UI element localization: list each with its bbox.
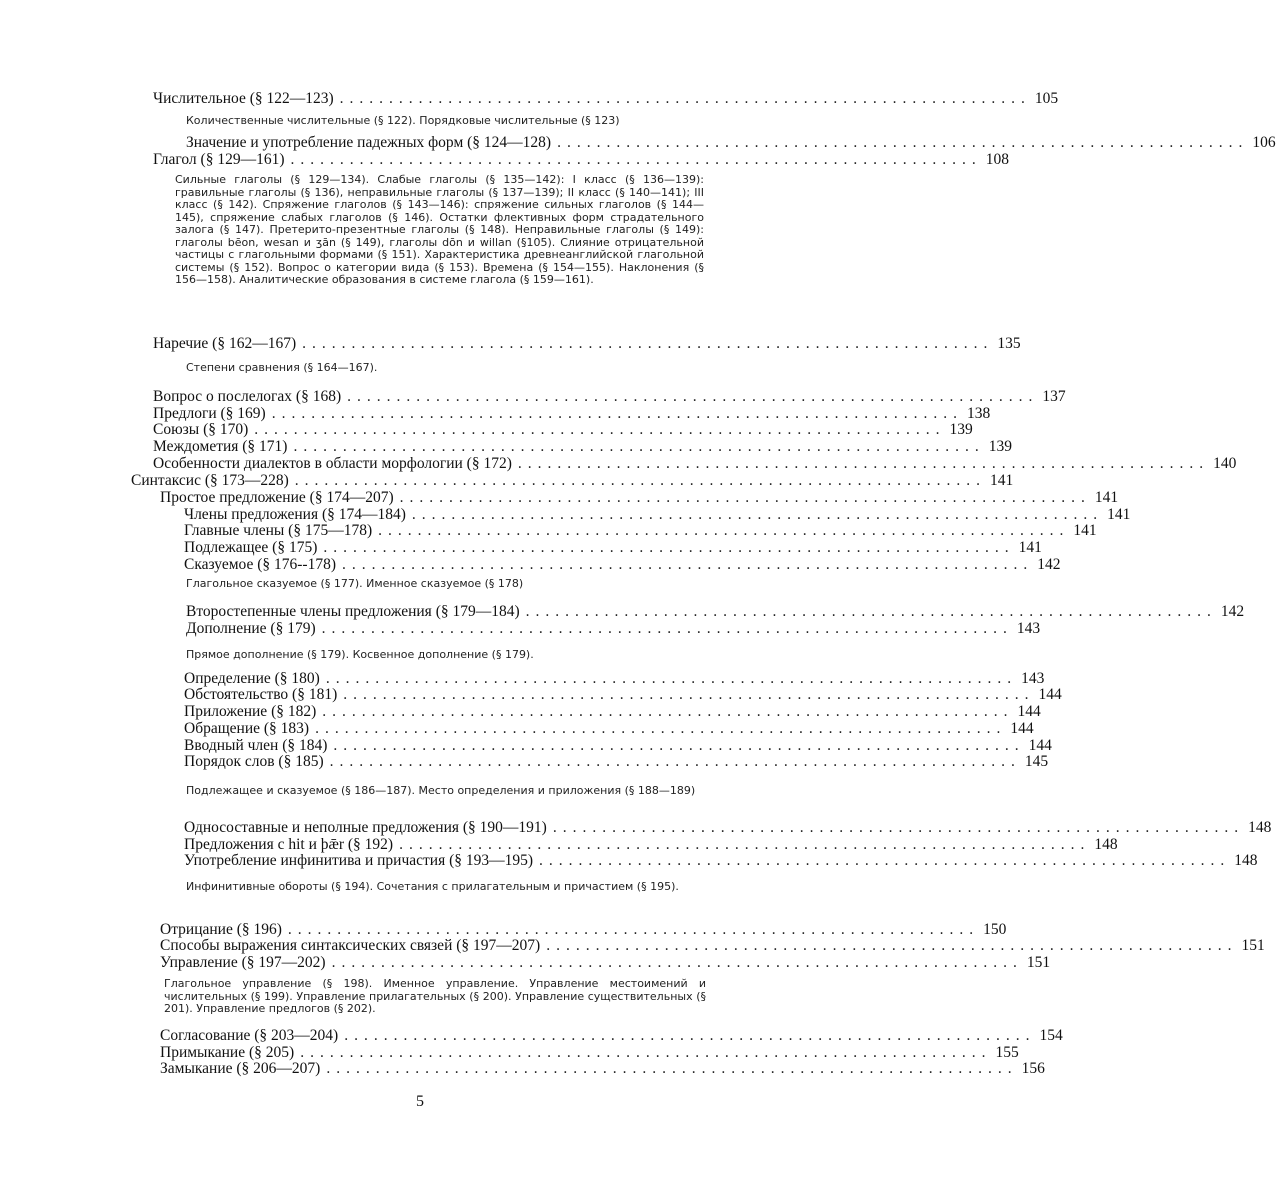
toc-note: Количественные числительные (§ 122). Порядковые числительные (§ 123) bbox=[186, 114, 620, 127]
entry-page: 141 bbox=[1107, 506, 1131, 523]
entry-page: 144 bbox=[1038, 686, 1062, 703]
leader-dots: ...................................................................... bbox=[287, 921, 980, 938]
toc-note: Глагольное сказуемое (§ 177). Именное сказуемое (§ 178) bbox=[186, 577, 524, 590]
toc-entry bbox=[186, 620, 1041, 637]
toc-entry bbox=[186, 603, 1245, 620]
leader-dots: ...................................................................... bbox=[539, 852, 1231, 869]
entry-title: Примыкание (§ 205) bbox=[160, 1044, 295, 1061]
toc-entry bbox=[184, 737, 1052, 754]
toc-entry bbox=[184, 852, 1258, 869]
toc-entry bbox=[184, 819, 1272, 836]
entry-page: 148 bbox=[1234, 852, 1258, 869]
entry-title: Подлежащее (§ 175) bbox=[184, 539, 318, 556]
entry-page: 139 bbox=[949, 421, 973, 438]
entry-title: Числительное (§ 122—123) bbox=[153, 90, 334, 107]
entry-title: Значение и употребление падежных форм (§ 124—128) bbox=[186, 134, 552, 151]
entry-title: Наречие (§ 162—167) bbox=[153, 335, 297, 352]
toc-note: Глагольное управление (§ 198). Именное управление. Управление местоимений и числительных (§ 199). Управление прилагательных (§ 200). Управление существительных (§ 201). Управление предлогов (§ 202). bbox=[164, 977, 706, 1015]
toc-entry bbox=[153, 388, 1066, 405]
entry-page: 141 bbox=[990, 472, 1014, 489]
leader-dots: ...................................................................... bbox=[300, 1044, 992, 1061]
entry-page: 155 bbox=[995, 1044, 1019, 1061]
leader-dots: ...................................................................... bbox=[325, 670, 1018, 687]
entry-title: Вопрос о послелогах (§ 168) bbox=[153, 388, 342, 405]
leader-dots: ...................................................................... bbox=[378, 522, 1070, 539]
entry-page: 142 bbox=[1037, 556, 1061, 573]
toc-note: Сильные глаголы (§ 129—134). Слабые глаголы (§ 135—142): I класс (§ 136—139): гравильные глаголы (§ 136), неправильные глаголы (§ 137—139); II класс (§ 140—141); III класс (§ 142). Спряжение глаголов (§ 143—146): спряжение сильных глаголов (§ 144—145), спряжение слабых глаголов (§ 146). Остатки флективных форм страдательного залога (§ 147). Претерито-презентные глаголы (§ 148). Неправильные глаголы (§ 149): глаголы bēon, wesan и ʒān (§ 149), глаголы dōn и willan (§105). Слияние отрицательной частицы с глагольными формами (§ 151). Характеристика древнеанглийской глагольной системы (§ 152). Вопрос о категории вида (§ 153). Времена (§ 154—155). Наклонения (§ 156—158). Аналитические образования в системе глагола (§ 159—161). bbox=[175, 173, 704, 286]
entry-title: Междометия (§ 171) bbox=[153, 438, 288, 455]
leader-dots: ...................................................................... bbox=[315, 720, 1007, 737]
entry-page: 141 bbox=[1018, 539, 1042, 556]
leader-dots: ...................................................................... bbox=[293, 438, 985, 455]
entry-page: 144 bbox=[1028, 737, 1052, 754]
toc-entry bbox=[184, 506, 1131, 523]
entry-page: 143 bbox=[1016, 620, 1041, 637]
leader-dots: ...................................................................... bbox=[326, 1060, 1018, 1077]
leader-dots: ...................................................................... bbox=[331, 954, 1023, 971]
toc-note: Инфинитивные обороты (§ 194). Сочетания с прилагательным и причастием (§ 195). bbox=[186, 880, 679, 893]
entry-page: 139 bbox=[988, 438, 1012, 455]
leader-dots: ...................................................................... bbox=[329, 753, 1021, 770]
entry-title: Простое предложение (§ 174—207) bbox=[160, 489, 394, 506]
toc-entry bbox=[184, 686, 1062, 703]
entry-page: 144 bbox=[1017, 703, 1041, 720]
toc-entry bbox=[153, 455, 1237, 472]
entry-title: Замыкание (§ 206—207) bbox=[160, 1060, 321, 1077]
entry-title: Согласование (§ 203—204) bbox=[160, 1027, 339, 1044]
entry-page: 151 bbox=[1241, 937, 1265, 954]
entry-title: Предложения с hit и þǣr (§ 192) bbox=[184, 836, 394, 853]
entry-title: Односоставные и неполные предложения (§ 190—191) bbox=[184, 819, 547, 836]
entry-title: Отрицание (§ 196) bbox=[160, 921, 282, 938]
entry-title: Предлоги (§ 169) bbox=[153, 405, 266, 422]
toc-entry bbox=[184, 720, 1034, 737]
leader-dots: ...................................................................... bbox=[411, 506, 1104, 523]
leader-dots: ...................................................................... bbox=[399, 489, 1091, 506]
entry-page: 105 bbox=[1034, 90, 1059, 107]
toc-entry bbox=[160, 921, 1007, 938]
entry-title: Союзы (§ 170) bbox=[153, 421, 249, 438]
leader-dots: ...................................................................... bbox=[343, 686, 1035, 703]
leader-dots: ...................................................................... bbox=[322, 703, 1014, 720]
toc-entry bbox=[186, 134, 1276, 151]
toc-entry bbox=[160, 1027, 1063, 1044]
page-number: 5 bbox=[416, 1093, 424, 1110]
entry-page: 150 bbox=[983, 921, 1007, 938]
entry-page: 145 bbox=[1024, 753, 1049, 770]
leader-dots: ...................................................................... bbox=[302, 335, 994, 352]
toc-entry bbox=[184, 522, 1097, 539]
toc-entry bbox=[184, 753, 1049, 770]
entry-title: Главные члены (§ 175—178) bbox=[184, 522, 373, 539]
toc-entry bbox=[153, 151, 1009, 168]
toc-note: Прямое дополнение (§ 179). Косвенное дополнение (§ 179). bbox=[186, 648, 534, 661]
entry-page: 138 bbox=[966, 405, 991, 422]
toc-entry bbox=[184, 556, 1061, 573]
toc-entry bbox=[153, 90, 1059, 107]
leader-dots: ...................................................................... bbox=[339, 90, 1031, 107]
entry-title: Обстоятельство (§ 181) bbox=[184, 686, 338, 703]
entry-page: 154 bbox=[1039, 1027, 1063, 1044]
toc-entry bbox=[184, 539, 1042, 556]
entry-title: Обращение (§ 183) bbox=[184, 720, 310, 737]
leader-dots: ...................................................................... bbox=[347, 388, 1039, 405]
toc-entry bbox=[160, 954, 1051, 971]
entry-title: Сказуемое (§ 176--178) bbox=[184, 556, 337, 573]
leader-dots: ...................................................................... bbox=[294, 472, 987, 489]
toc-entry bbox=[160, 1060, 1045, 1077]
entry-page: 156 bbox=[1021, 1060, 1045, 1077]
toc-entry bbox=[153, 405, 991, 422]
toc-entry bbox=[153, 335, 1021, 352]
entry-title: Определение (§ 180) bbox=[184, 670, 320, 687]
leader-dots: ...................................................................... bbox=[552, 819, 1245, 836]
entry-page: 143 bbox=[1021, 670, 1045, 687]
leader-dots: ...................................................................... bbox=[342, 556, 1034, 573]
leader-dots: ...................................................................... bbox=[333, 737, 1025, 754]
entry-title: Синтаксис (§ 173—228) bbox=[131, 472, 289, 489]
entry-title: Вводный член (§ 184) bbox=[184, 737, 328, 754]
leader-dots: ...................................................................... bbox=[271, 405, 963, 422]
entry-page: 106 bbox=[1252, 134, 1276, 151]
leader-dots: ...................................................................... bbox=[254, 421, 946, 438]
toc-entry bbox=[160, 489, 1119, 506]
entry-title: Особенности диалектов в области морфологии (§ 172) bbox=[153, 455, 512, 472]
leader-dots: ...................................................................... bbox=[321, 620, 1013, 637]
leader-dots: ...................................................................... bbox=[323, 539, 1015, 556]
toc-entry bbox=[184, 836, 1118, 853]
leader-dots: ...................................................................... bbox=[525, 603, 1217, 620]
entry-page: 137 bbox=[1042, 388, 1066, 405]
leader-dots: ...................................................................... bbox=[517, 455, 1210, 472]
entry-title: Второстепенные члены предложения (§ 179—184) bbox=[186, 603, 520, 620]
entry-page: 141 bbox=[1073, 522, 1097, 539]
leader-dots: ...................................................................... bbox=[546, 937, 1238, 954]
entry-title: Приложение (§ 182) bbox=[184, 703, 317, 720]
entry-page: 144 bbox=[1010, 720, 1034, 737]
entry-title: Члены предложения (§ 174—184) bbox=[184, 506, 406, 523]
entry-page: 151 bbox=[1026, 954, 1051, 971]
entry-page: 148 bbox=[1248, 819, 1272, 836]
entry-page: 135 bbox=[997, 335, 1021, 352]
entry-title: Употребление инфинитива и причастия (§ 193—195) bbox=[184, 852, 534, 869]
toc-entry bbox=[184, 670, 1045, 687]
entry-title: Дополнение (§ 179) bbox=[186, 620, 316, 637]
entry-page: 141 bbox=[1094, 489, 1119, 506]
leader-dots: ...................................................................... bbox=[290, 151, 982, 168]
leader-dots: ...................................................................... bbox=[344, 1027, 1036, 1044]
entry-title: Глагол (§ 129—161) bbox=[153, 151, 285, 168]
toc-entry bbox=[131, 472, 1014, 489]
entry-title: Управление (§ 197—202) bbox=[160, 954, 326, 971]
toc-entry bbox=[153, 421, 973, 438]
entry-page: 142 bbox=[1220, 603, 1245, 620]
entry-title: Порядок слов (§ 185) bbox=[184, 753, 324, 770]
entry-page: 148 bbox=[1094, 836, 1118, 853]
leader-dots: ...................................................................... bbox=[557, 134, 1249, 151]
entry-page: 108 bbox=[985, 151, 1009, 168]
toc-entry bbox=[160, 937, 1265, 954]
toc-note: Степени сравнения (§ 164—167). bbox=[186, 361, 378, 374]
toc-entry bbox=[184, 703, 1041, 720]
toc-entry bbox=[160, 1044, 1019, 1061]
toc-entry bbox=[153, 438, 1012, 455]
leader-dots: ...................................................................... bbox=[399, 836, 1091, 853]
entry-title: Способы выражения синтаксических связей (§ 197—207) bbox=[160, 937, 541, 954]
entry-page: 140 bbox=[1213, 455, 1237, 472]
toc-note: Подлежащее и сказуемое (§ 186—187). Место определения и приложения (§ 188—189) bbox=[186, 784, 696, 797]
